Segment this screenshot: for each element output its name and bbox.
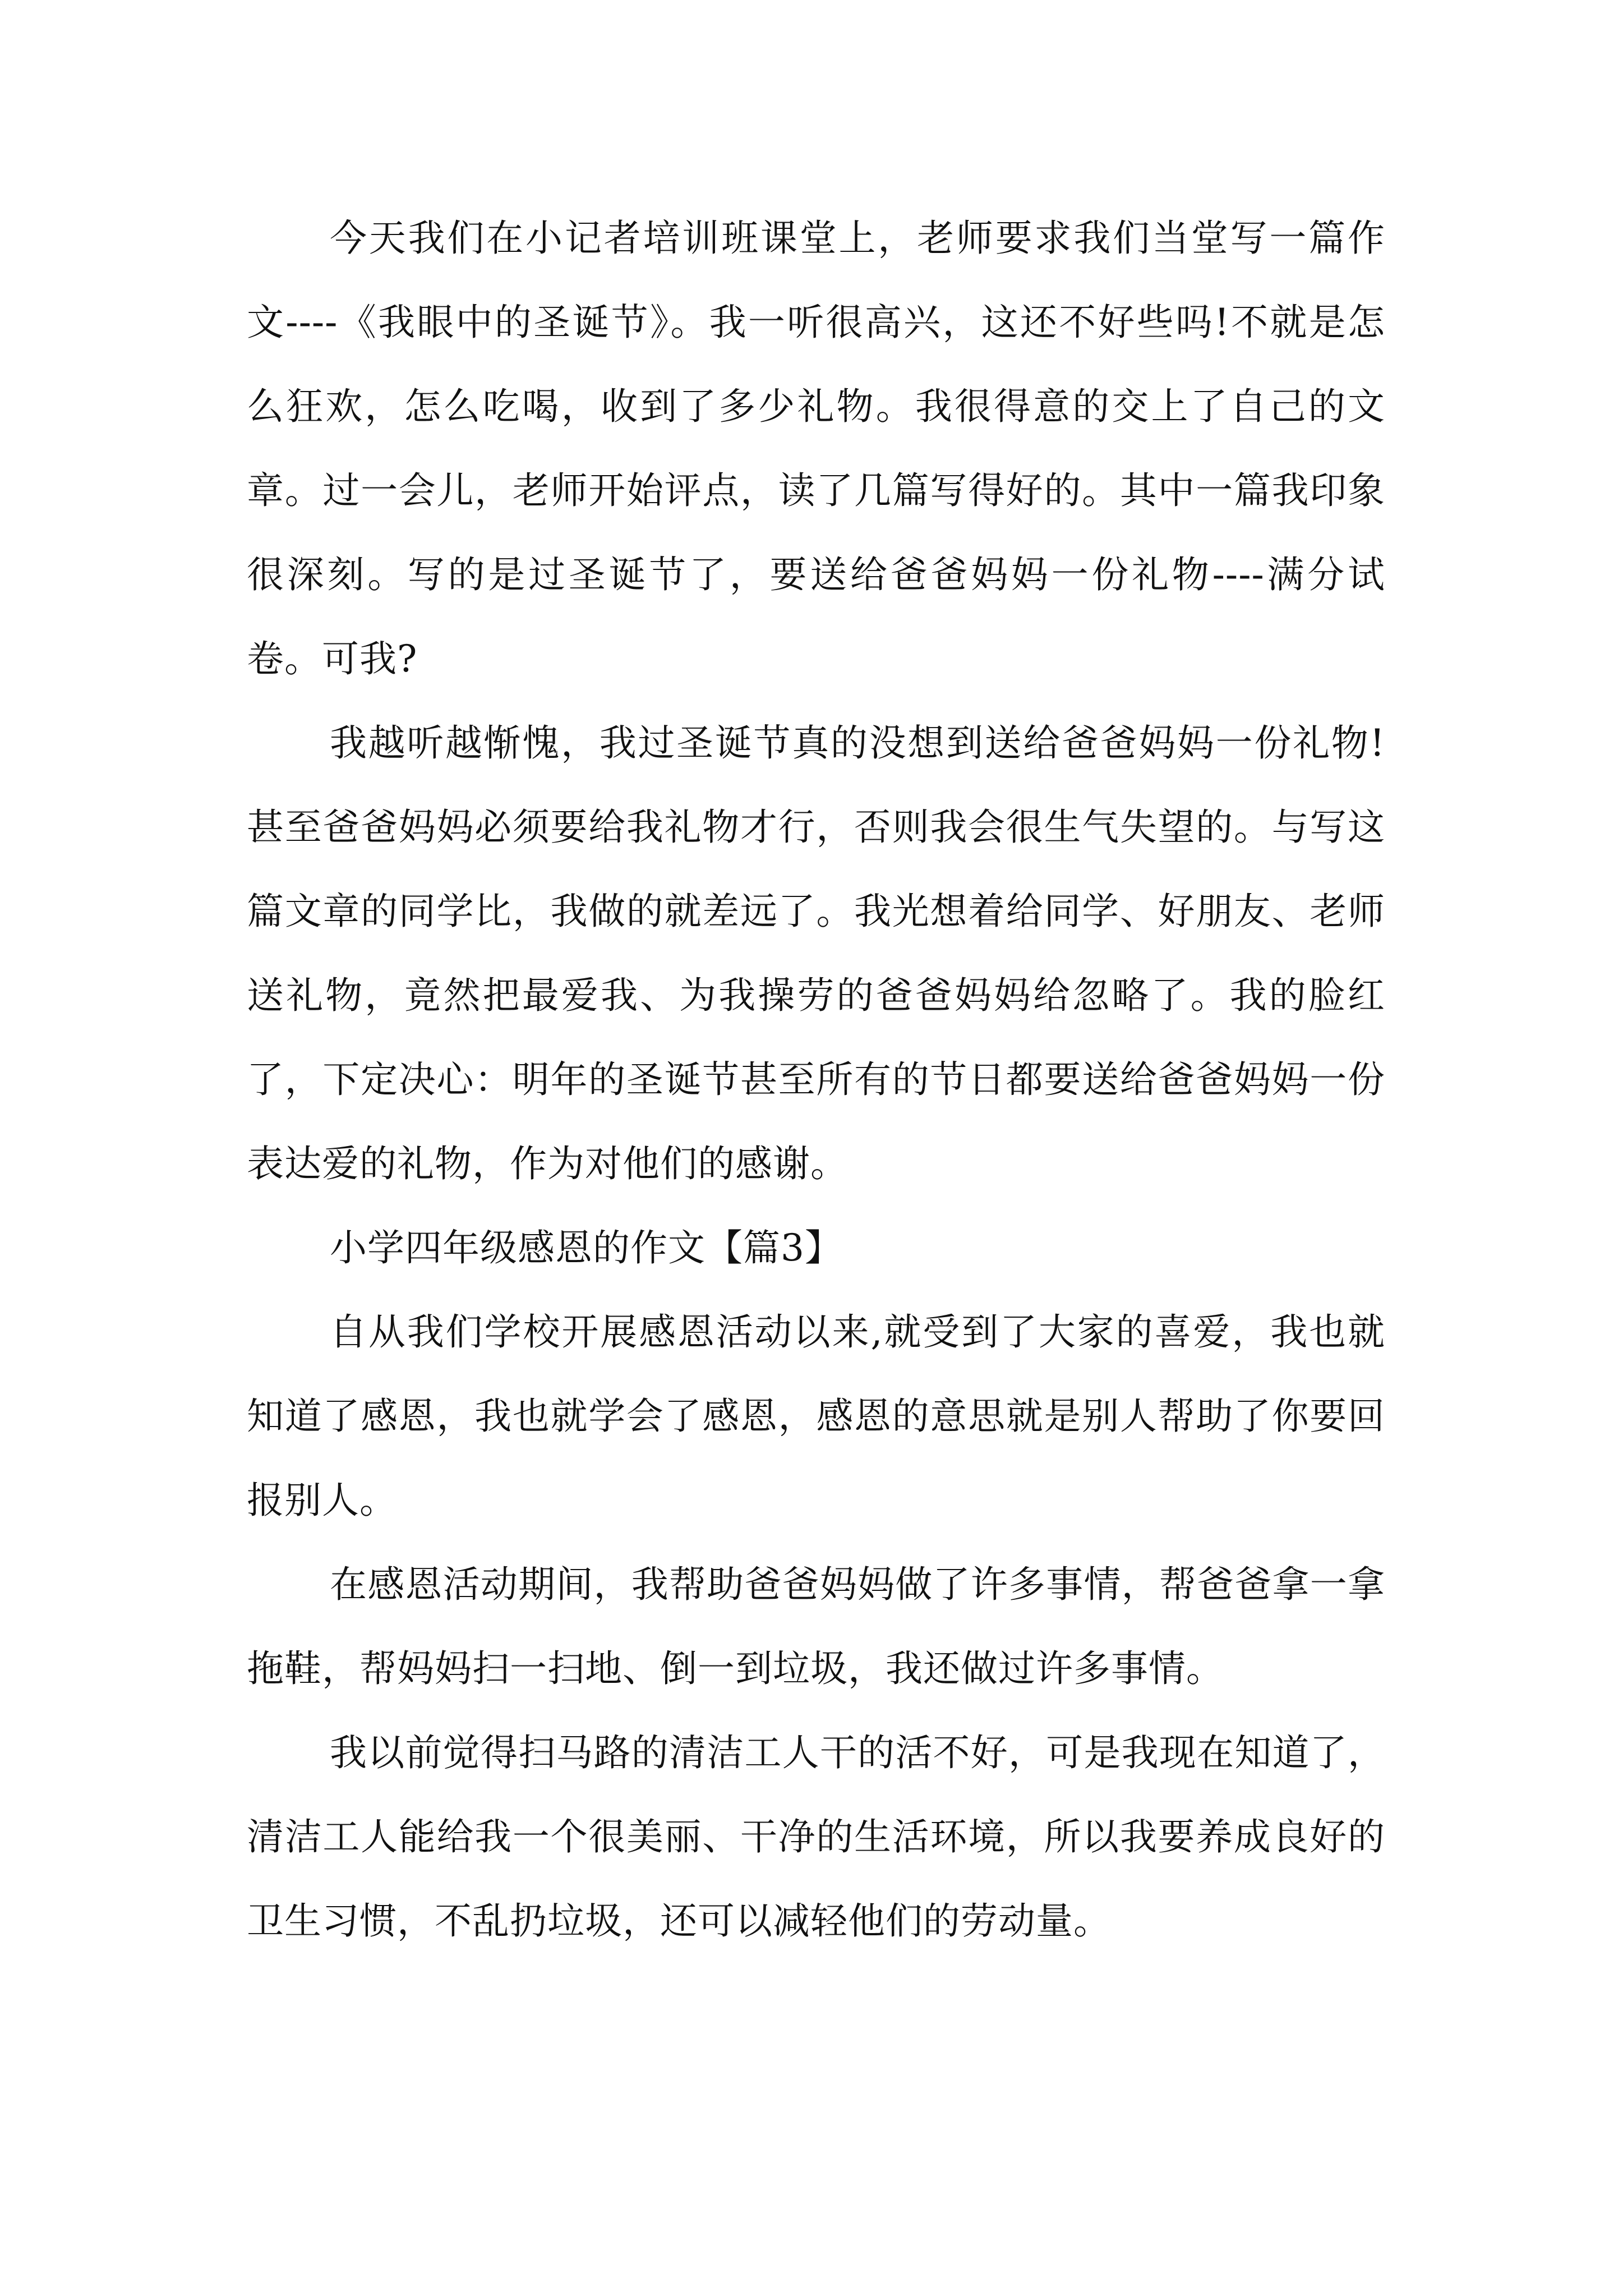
paragraph-5: 我以前觉得扫马路的清洁工人干的活不好，可是我现在知道了，清洁工人能给我一个很美丽、干净的生活环境，所以我要养成良好的卫生习惯，不乱扔垃圾，还可以减轻他们的劳动量。 xyxy=(247,1731,1385,1943)
paragraph-2: 我越听越惭愧，我过圣诞节真的没想到送给爸爸妈妈一份礼物!甚至爸爸妈妈必须要给我礼物才行，否则我会很生气失望的。与写这篇文章的同学比，我做的就差远了。我光想着给同学、好朋友、老师送礼物，竟然把最爱我、为我操劳的爸爸妈妈给忽略了。我的脸红了，下定决心：明年的圣诞节甚至所有的节日都要送给爸爸妈妈一份表达爱的礼物，作为对他们的感谢。 xyxy=(247,721,1385,1185)
document-body xyxy=(247,196,1385,1963)
paragraph-4: 在感恩活动期间，我帮助爸爸妈妈做了许多事情，帮爸爸拿一拿拖鞋，帮妈妈扫一扫地、倒一到垃圾，我还做过许多事情。 xyxy=(247,1563,1385,1690)
paragraph-3: 自从我们学校开展感恩活动以来,就受到了大家的喜爱，我也就知道了感恩，我也就学会了感恩，感恩的意思就是别人帮助了你要回报别人。 xyxy=(247,1310,1385,1522)
section-heading: 小学四年级感恩的作文【篇3】 xyxy=(330,1226,842,1269)
paragraph-1: 今天我们在小记者培训班课堂上，老师要求我们当堂写一篇作文----《我眼中的圣诞节》。我一听很高兴，这还不好些吗!不就是怎么狂欢，怎么吃喝，收到了多少礼物。我很得意的交上了自己的文章。过一会儿，老师开始评点，读了几篇写得好的。其中一篇我印象很深刻。写的是过圣诞节了，要送给爸爸妈妈一份礼物----满分试卷。可我? xyxy=(247,217,1385,680)
